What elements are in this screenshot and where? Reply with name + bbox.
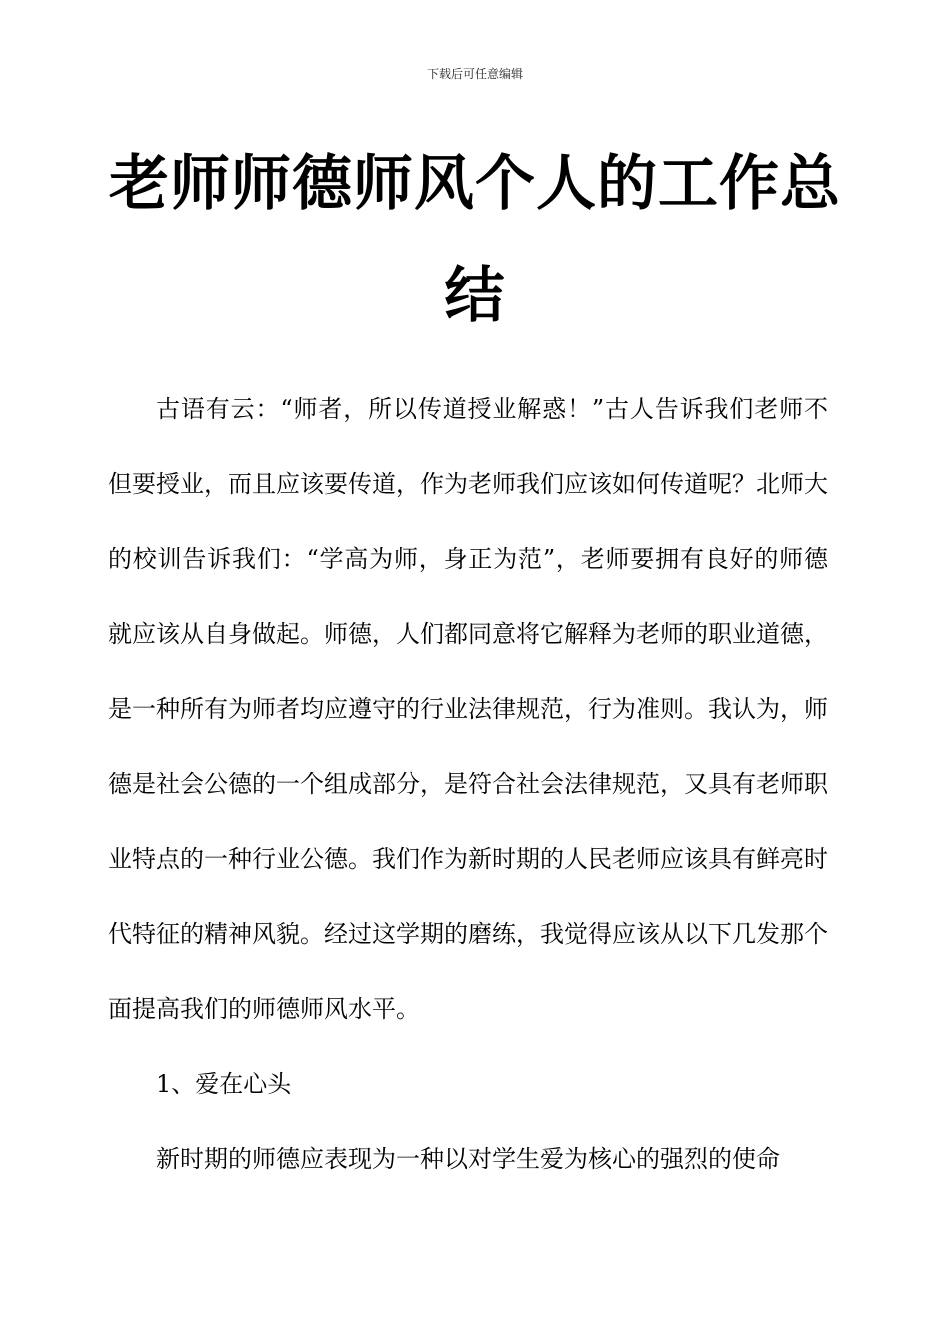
paragraph-intro: 古语有云：“师者，所以传道授业解惑！”古人告诉我们老师不但要授业，而且应该要传道，作为老师我们应该如何传道呢？北师大的校训告诉我们：“学高为师，身正为范”，老师要拥有良好的师德就应该从自身做起。师德，人们都同意将它解释为老师的职业道德，是一种所有为师者均应遵守的行业法律规范，行为准则。我认为，师德是社会公德的一个组成部分，是符合社会法律规范，又具有老师职业特点的一种行业公德。我们作为新时期的人民老师应该具有鲜亮时代特征的精神风貌。经过这学期的磨练，我觉得应该从以下几发那个面提高我们的师德师风水平。 — [108, 395, 828, 1023]
paragraph-section-1: 新时期的师德应表现为一种以对学生爱为核心的强烈的使命 — [156, 1145, 780, 1173]
page-header-note: 下载后可任意编辑 — [426, 67, 523, 81]
document-body — [108, 372, 828, 1197]
document-title: 老师师德师风个人的工作总结 — [109, 149, 841, 331]
section-heading-1: 1、爱在心头 — [156, 1070, 292, 1098]
